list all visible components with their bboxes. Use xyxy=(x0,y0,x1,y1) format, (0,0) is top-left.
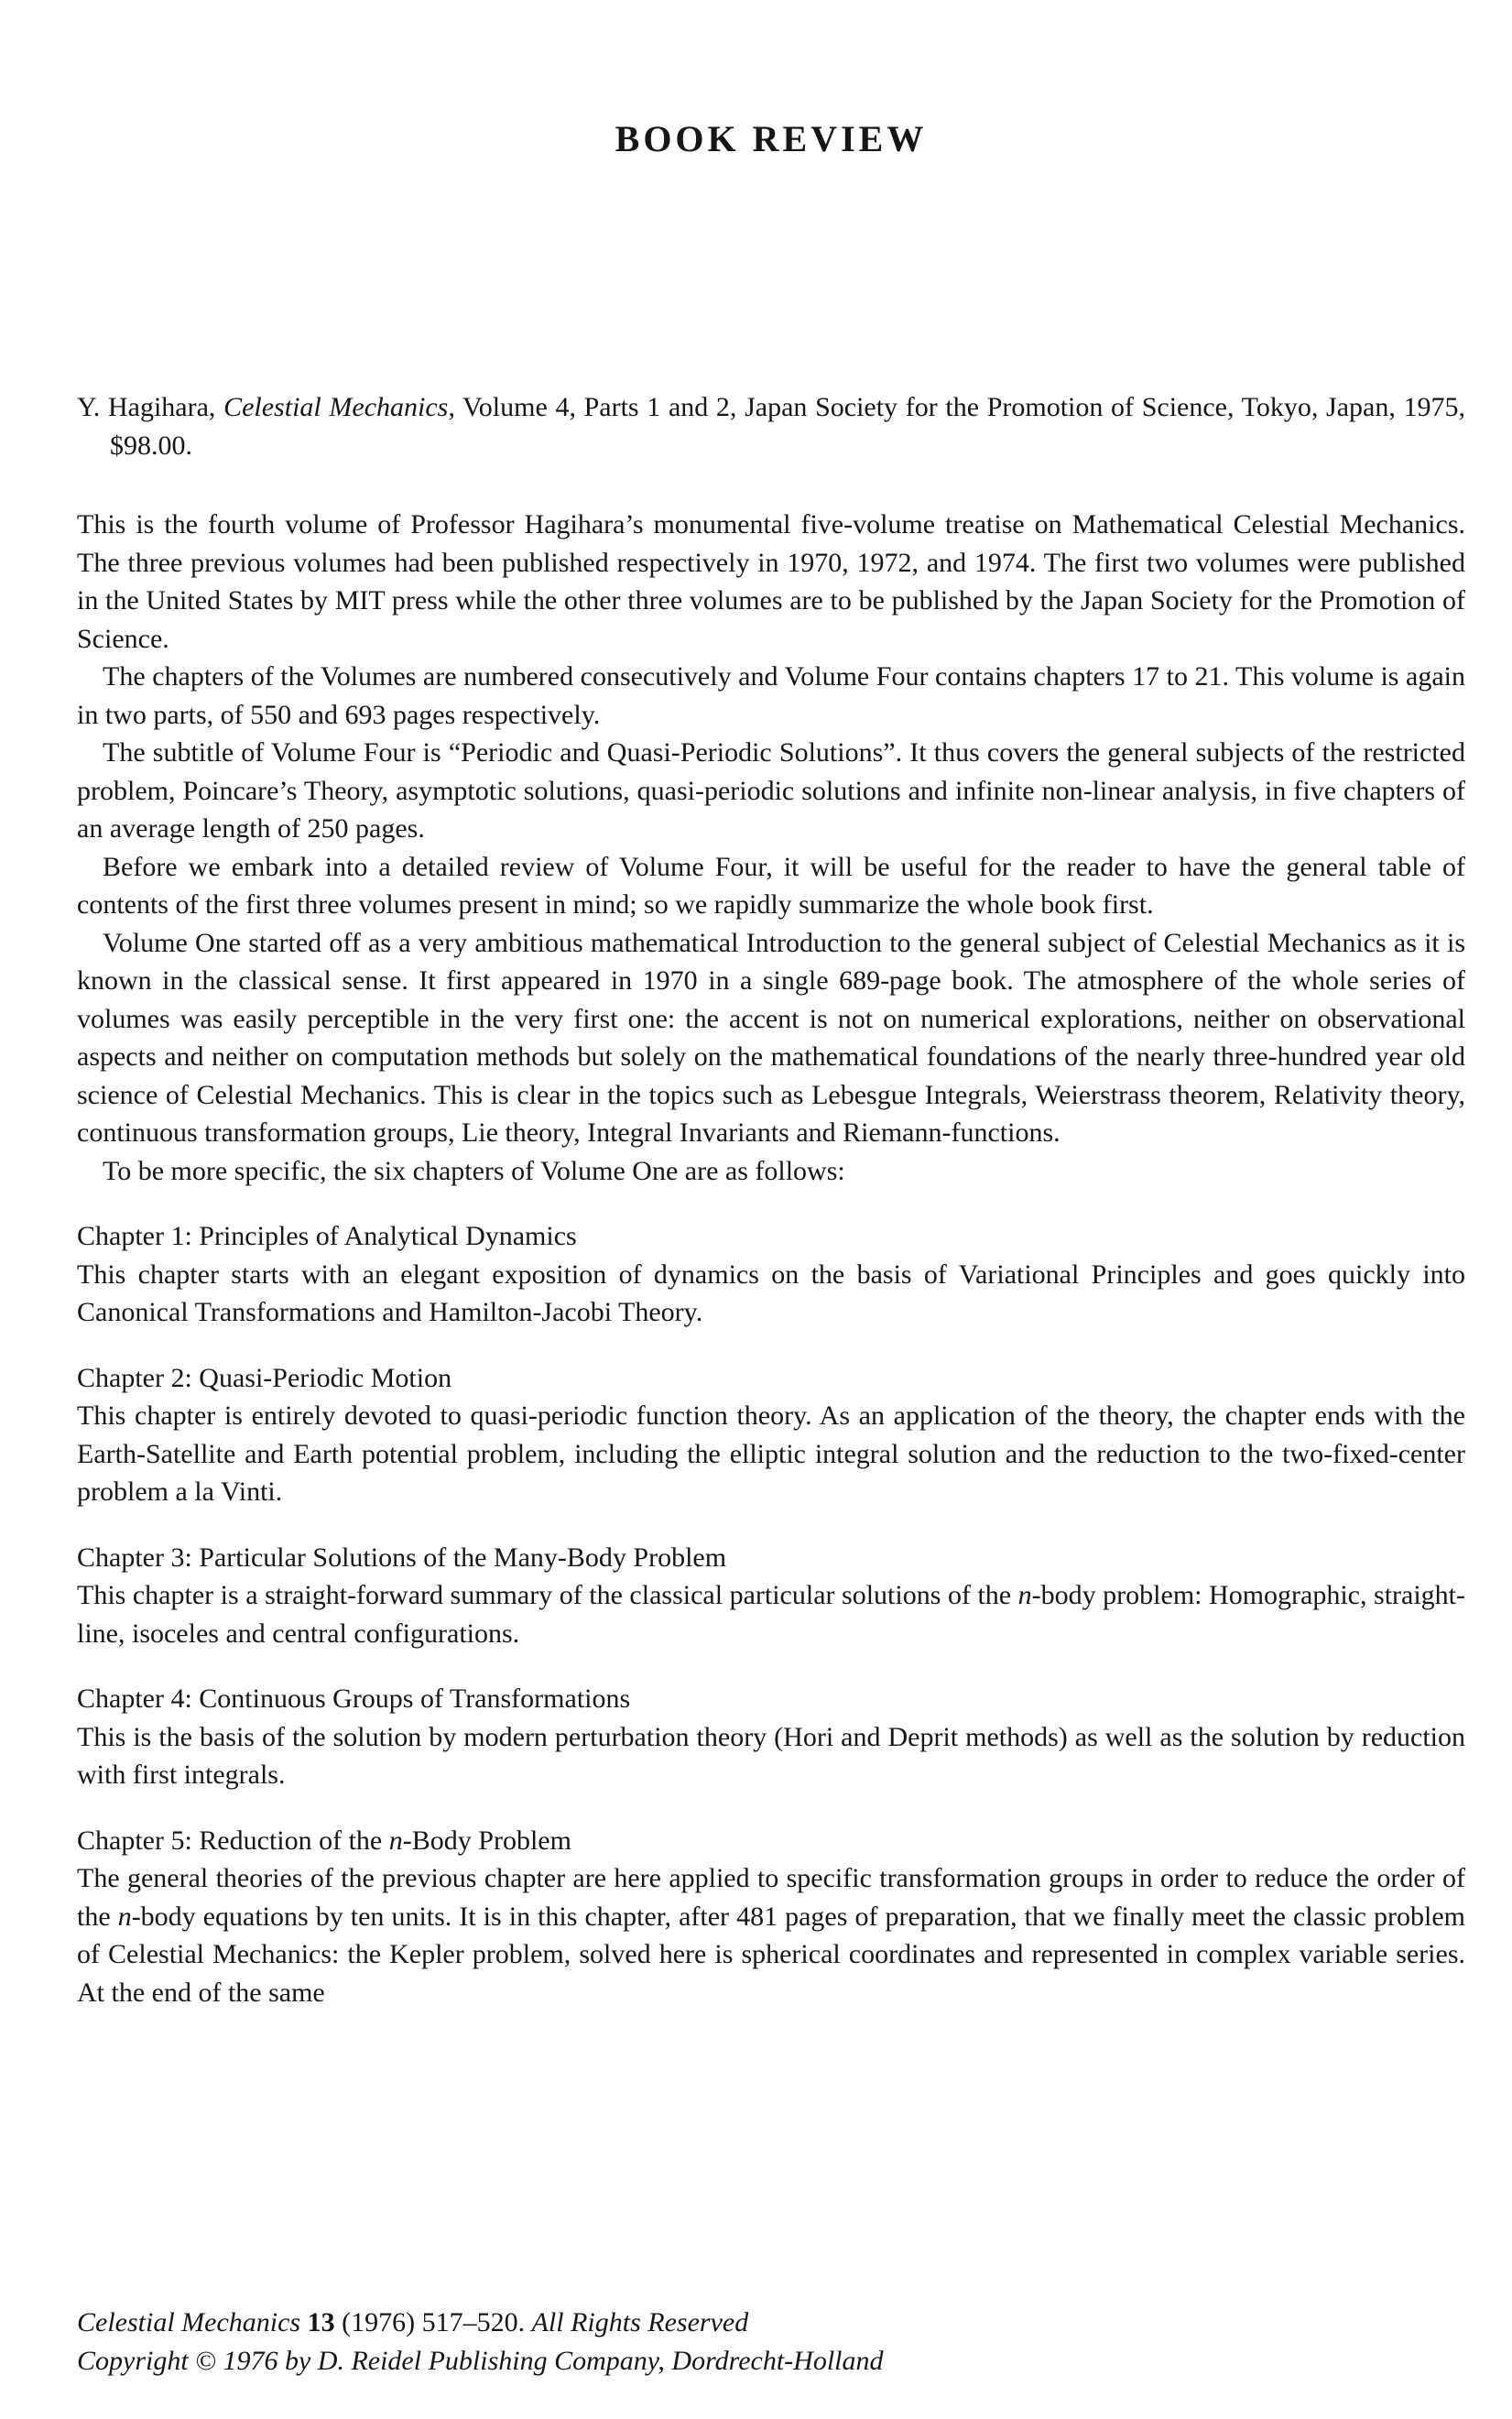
citation-book-title: Celestial Mechanics, xyxy=(223,392,455,422)
italic-variable: n xyxy=(117,1901,132,1932)
paragraph-chapters-numbering: The chapters of the Volumes are numbered consecutively and Volume Four contains chapters 17 to 21. This volume is again in two parts, of 550 and 693 pages respectively. xyxy=(77,661,1465,730)
paragraph-subtitle: The subtitle of Volume Four is “Periodic and Quasi-Periodic Solutions”. It thus covers the general subjects of the restricted problem, Poincare’s Theory, asymptotic solutions, quasi-periodic solutions and infinite non-linear analysis, in five chapters of an average length of 250 pages. xyxy=(77,737,1465,844)
book-citation xyxy=(77,388,1465,465)
paragraph-volume-one: Volume One started off as a very ambitious mathematical Introduction to the general subject of Celestial Mechanics as it is known in the classical sense. It first appeared in 1970 in a single 689-page book. The atmosphere of the whole series of volumes was easily perceptible in the very first one: the accent is not on numerical explorations, neither on observational aspects and neither on computation methods but solely on the mathematical foundations of the nearly three-hundred year old science of Celestial Mechanics. This is clear in the topics such as Lebesgue Integrals, Weierstrass theorem, Relativity theory, continuous transformation groups, Lie theory, Integral Invariants and Riemann-functions. xyxy=(77,927,1465,1148)
rights-statement: All Rights Reserved xyxy=(531,2307,749,2337)
chapter-heading xyxy=(77,1822,1465,1860)
chapter-heading: Chapter 4: Continuous Groups of Transformations xyxy=(77,1683,631,1714)
chapter-text-part: -body problem: Homographic, straight-line, isoceles and central configurations. xyxy=(77,1580,1465,1649)
chapter-heading: Chapter 1: Principles of Analytical Dynamics xyxy=(77,1221,577,1251)
chapter-section-4 xyxy=(77,1680,1465,1794)
italic-variable: n xyxy=(1017,1580,1032,1610)
review-body xyxy=(77,506,1465,2011)
journal-name: Celestial Mechanics xyxy=(77,2307,301,2337)
chapter-text-part: The general theories of the previous chapter are here applied to specific transformation groups in order to reduce the order of the xyxy=(77,1863,1465,1932)
chapter-description xyxy=(77,1576,1465,1652)
chapter-section-2 xyxy=(77,1359,1465,1511)
journal-volume: 13 xyxy=(300,2307,335,2337)
paragraph-chapter-list-intro: To be more specific, the six chapters of Volume One are as follows: xyxy=(103,1155,845,1186)
chapter-heading: Chapter 2: Quasi-Periodic Motion xyxy=(77,1362,452,1393)
journal-pages: (1976) 517–520. xyxy=(334,2307,532,2337)
chapter-section-5 xyxy=(77,1822,1465,2012)
chapter-text-part: -body equations by ten units. It is in this chapter, after 481 pages of preparation, that we finally meet the classic problem of Celestial Mechanics: the Kepler problem, solved here is spherical coordinates and represented in complex variable series. At the end of the same xyxy=(77,1901,1465,2008)
chapter-section-1 xyxy=(77,1217,1465,1332)
chapter-heading: Chapter 3: Particular Solutions of the Many-Body Problem xyxy=(77,1542,727,1573)
citation-details: Volume 4, Parts 1 and 2, Japan Society for the Promotion of Science, Tokyo, Japan, 1975, $98.00. xyxy=(110,392,1465,461)
copyright-line: Copyright © 1976 by D. Reidel Publishing Company, Dordrecht-Holland xyxy=(77,2346,884,2376)
chapter-description xyxy=(77,1859,1465,2011)
journal-reference xyxy=(77,2304,1465,2342)
chapter-description: This is the basis of the solution by modern perturbation theory (Hori and Deprit methods) as well as the solution by reduction with first integrals. xyxy=(77,1721,1465,1790)
chapter-section-3 xyxy=(77,1539,1465,1653)
chapter-description: This chapter starts with an elegant exposition of dynamics on the basis of Variational Principles and goes quickly into Canonical Transformations and Hamilton-Jacobi Theory. xyxy=(77,1259,1465,1327)
paragraph-intro: This is the fourth volume of Professor Hagihara’s monumental five-volume treatise on Mathematical Celestial Mechanics. The three previous volumes had been published respectively in 1970, 1972, and 1974. The first two volumes were published in the United States by MIT press while the other three volumes are to be published by the Japan Society for the Promotion of Science. xyxy=(77,509,1465,654)
chapter-description: This chapter is entirely devoted to quasi-periodic function theory. As an application of the theory, the chapter ends with the Earth-Satellite and Earth potential problem, including the elliptic integral solution and the reduction to the two-fixed-center problem a la Vinti. xyxy=(77,1400,1465,1507)
citation-author: Y. Hagihara, xyxy=(77,392,224,422)
italic-variable: n xyxy=(388,1825,403,1856)
chapter-heading-part: Chapter 5: Reduction of the xyxy=(77,1825,389,1856)
chapter-heading-part: -Body Problem xyxy=(402,1825,571,1856)
page-title: BOOK REVIEW xyxy=(615,118,928,159)
page-footer xyxy=(77,2304,1465,2381)
chapter-text-part: This chapter is a straight-forward summary of the classical particular solutions of the xyxy=(77,1580,1018,1610)
paragraph-summary-intro: Before we embark into a detailed review of Volume Four, it will be useful for the reader to have the general table of contents of the first three volumes present in mind; so we rapidly summarize the whole book first. xyxy=(77,851,1465,920)
